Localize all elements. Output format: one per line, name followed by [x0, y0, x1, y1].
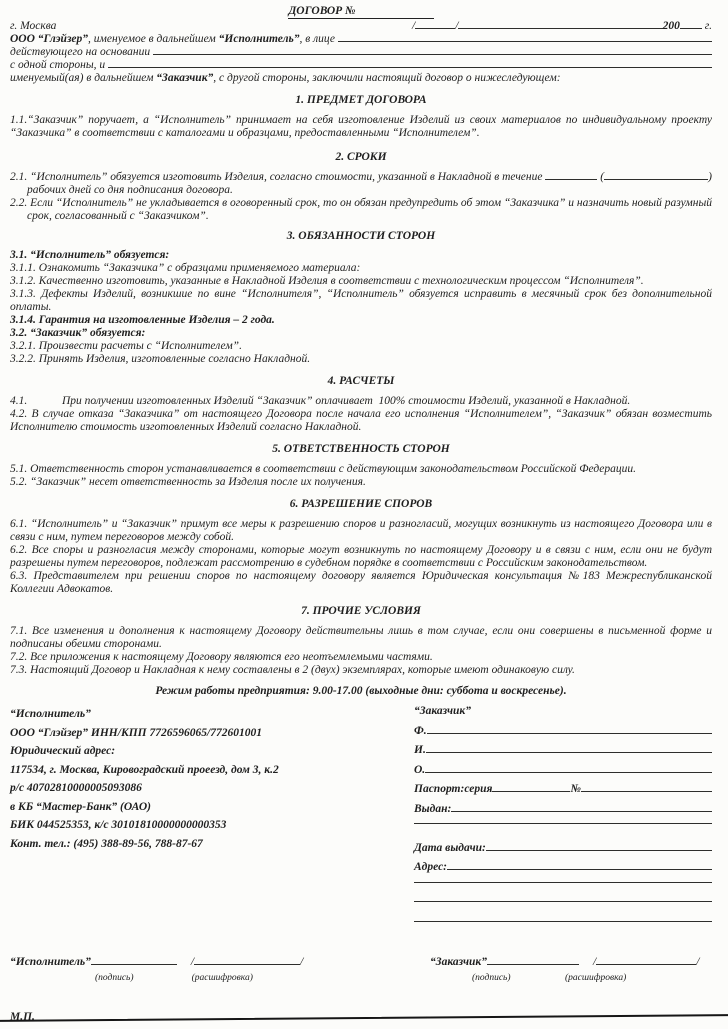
customer-slash-close: / — [696, 956, 700, 968]
passport-series-blank — [492, 790, 570, 792]
customer-signature-label: “Заказчик” — [430, 956, 487, 968]
clause-3-1: 3.1. “Исполнитель” обязуется: — [10, 249, 170, 261]
signature-captions-row — [10, 972, 712, 985]
patronymic-blank — [425, 771, 712, 773]
term-days-blank — [545, 178, 597, 180]
customer-issued-extra-row — [414, 822, 712, 842]
patronymic-label: О. — [414, 763, 426, 776]
customer-captions — [430, 972, 626, 985]
customer-address-extra-row-1 — [414, 881, 712, 901]
passport-series-label: Паспорт:серия — [414, 783, 493, 795]
date-month-blank — [458, 27, 662, 29]
basis-line — [10, 46, 712, 59]
executor-phone: Конт. тел.: (495) 388-89-56, 788-87-67 — [10, 837, 203, 850]
customer-issue-date-row — [414, 842, 712, 862]
date-slash-2: / — [455, 20, 459, 32]
clause-4-2: 4.2. В случае отказа “Заказчика” от настоящего Договора после начала его исполнения “Исполнителем”, “Заказчик” обязан возместить Исполнителю стоимость изготовленных Изделий согласно Накладной. — [10, 408, 712, 433]
clause-6-2: 6.2. Все споры и разногласия между сторонами, которые могут возникнуть по настоящему Договору и в связи с ним, если они не будут разрешены путем переговоров, подлежат рассмотрению в судебном порядке в соответствии с Российским законодательством. — [10, 544, 712, 569]
date-year-suffix: г. — [701, 20, 712, 32]
party1-line — [10, 33, 712, 46]
clause-3-1-4: 3.1.4. Гарантия на изготовленные Изделия – 2 года. — [10, 314, 275, 326]
section-2-heading: 2. СРОКИ — [335, 151, 387, 163]
executor-slash-close: / — [300, 956, 304, 968]
side-blank — [108, 66, 712, 68]
surname-blank — [427, 732, 712, 734]
clause-2-1-line1 — [10, 171, 712, 184]
party1-mid-text: , именуемое в дальнейшем — [88, 33, 219, 45]
customer-issued-row — [414, 803, 712, 823]
clause-4-1-number: 4.1. — [10, 395, 28, 407]
customer-sign-caption: (подпись) — [472, 973, 511, 983]
clause-3-2-2: 3.2.2. Принять Изделия, изготовленные согласно Накладной. — [10, 353, 311, 365]
customer-address-row — [414, 861, 712, 881]
clause-7-1: 7.1. Все изменения и дополнения к настоящему Договору действительны лишь в том случае, если они совершены в письменной форме и подписаны обеими сторонами. — [10, 625, 712, 650]
executor-signature-label: “Исполнитель” — [10, 956, 91, 968]
clause-4-1 — [10, 395, 712, 408]
party1-tail-text: , в лице — [299, 33, 338, 45]
clause-6-1: 6.1. “Исполнитель” и “Заказчик” примут все меры к разрешению споров и разногласий, могущих возникнуть из настоящего Договора или в связи с ним, путем переговоров между собой. — [10, 518, 712, 543]
customer-decode-caption: (расшифровка) — [564, 973, 627, 983]
customer-passport-row — [414, 783, 712, 803]
section-1-heading: 1. ПРЕДМЕТ ДОГОВОРА — [295, 94, 427, 106]
party1-name: ООО “Глэйзер” — [10, 33, 89, 45]
customer-address-extra-row-3 — [414, 920, 712, 940]
executor-decode-blank — [194, 963, 300, 965]
executor-address: 117534, г. Москва, Кировоградский проеезд, дом 3, к.2 — [10, 763, 279, 776]
section-3-heading: 3. ОБЯЗАННОСТИ СТОРОН — [286, 230, 436, 242]
passport-number-label: № — [570, 783, 581, 795]
customer-patronymic-row — [414, 764, 712, 784]
passport-number-blank — [581, 790, 712, 792]
clause-6-3: 6.3. Представителем при решении споров по настоящему договору является Юридическая консультация №183 Межреспубликанской Коллегии Адвокатов. — [10, 570, 712, 595]
party2-role: “Заказчик” — [156, 72, 214, 84]
address-blank-3 — [414, 900, 712, 902]
city-date-row — [10, 20, 712, 33]
executor-signature-blank — [91, 963, 177, 965]
issued-blank-2 — [414, 822, 712, 824]
party2-line — [10, 72, 712, 85]
issued-label: Выдан: — [414, 802, 452, 815]
customer-slash-open: / — [593, 956, 597, 968]
customer-signature-block — [430, 956, 699, 969]
issue-date-label: Дата выдачи: — [414, 841, 486, 854]
paren-close: ) — [708, 171, 712, 183]
address-blank-2 — [414, 881, 712, 883]
date-slash-1: / — [412, 20, 416, 32]
term-days-words-blank — [604, 178, 708, 180]
signature-row — [10, 956, 712, 969]
address-blank-4 — [414, 920, 712, 922]
customer-decode-blank — [596, 963, 696, 965]
address-blank — [447, 868, 712, 870]
clause-5-2: 5.2. “Заказчик” несет ответственность за Изделия после их получения. — [10, 476, 366, 488]
customer-name-row — [414, 744, 712, 764]
party1-role: “Исполнитель” — [218, 33, 300, 45]
basis-blank — [153, 53, 712, 55]
customer-address-extra-row-2 — [414, 900, 712, 920]
executor-legal-address-label: Юридический адрес: — [10, 745, 116, 757]
executor-captions — [10, 972, 430, 985]
executor-sign-caption: (подпись) — [95, 973, 134, 983]
date-day-blank — [415, 27, 455, 29]
clause-3-2-1: 3.2.1. Произвести расчеты с “Исполнителем”. — [10, 340, 242, 352]
requisites-columns — [10, 705, 712, 939]
side-label: с одной стороны, и — [10, 59, 109, 71]
name-blank — [426, 751, 712, 753]
basis-label: действующего на основании — [10, 46, 153, 58]
section-4-heading: 4. РАСЧЕТЫ — [327, 375, 395, 387]
side-line — [10, 59, 712, 72]
executor-decode-caption: (расшифровка) — [191, 973, 253, 983]
stamp-place-label: М.П. — [10, 1011, 35, 1023]
clause-3-2: 3.2. “Заказчик” обязуется: — [10, 327, 146, 339]
document-title-row — [10, 5, 712, 18]
customer-heading: “Заказчик” — [414, 705, 471, 717]
executor-slash-open: / — [190, 956, 195, 968]
clause-5-1: 5.1. Ответственность сторон устанавливается в соответствии с действующим законодательством Российской Федерации. — [10, 463, 637, 475]
date-year: 200 — [662, 20, 680, 32]
executor-bank: в КБ “Мастер-Банк” (ОАО) — [10, 800, 151, 813]
document-title: ДОГОВОР № — [288, 5, 356, 17]
issued-blank — [451, 810, 712, 812]
party2-pre-text: именуемый(ая) в дальнейшем — [10, 72, 157, 84]
clause-7-2: 7.2. Все приложения к настоящему Договору являются его неотъемлемыми частями. — [10, 651, 433, 663]
clause-2-1-text: 2.1. “Исполнитель” обязуется изготовить Изделия, согласно стоимости, указанной в Накладной в течение — [10, 171, 546, 183]
date-line — [412, 20, 712, 33]
work-hours-note: Режим работы предприятия: 9.00-17.00 (выходные дни: суббота и воскресенье). — [155, 685, 567, 697]
section-7-heading: 7. ПРОЧИЕ УСЛОВИЯ — [301, 605, 421, 617]
executor-column — [10, 705, 408, 939]
paren-open: ( — [597, 171, 605, 183]
customer-surname-row — [414, 725, 712, 745]
executor-signature-block — [10, 956, 430, 969]
clause-3-1-3: 3.1.3. Дефекты Изделий, возникшие по вине “Исполнителя”, “Исполнитель” обязуется исправить в месячный срок без дополнительной оплаты. — [10, 288, 712, 313]
executor-heading: “Исполнитель” — [10, 708, 91, 720]
name-label: И. — [414, 744, 426, 756]
executor-account: р/с 40702810000005093086 — [10, 782, 142, 794]
clause-4-1-text: При получении изготовленных Изделий “Заказчик” оплачивает 100% стоимости Изделий, указанной в Накладной. — [62, 395, 631, 407]
address-label: Адрес: — [414, 861, 448, 873]
clause-2-1-line2: рабочих дней со дня подписания договора. — [27, 184, 233, 196]
customer-signature-blank — [487, 963, 579, 965]
issue-date-blank — [486, 849, 712, 851]
clause-3-1-1: 3.1.1. Ознакомить “Заказчика” с образцами применяемого материала: — [10, 262, 361, 274]
surname-label: Ф. — [414, 724, 427, 737]
section-5-heading: 5. ОТВЕТСТВЕННОСТЬ СТОРОН — [272, 443, 450, 455]
executor-bik: БИК 044525353, к/с 30101810000000000353 — [10, 819, 227, 831]
date-year-blank — [680, 27, 702, 29]
customer-column — [408, 705, 712, 939]
clause-1-1: 1.1.“Заказчик” поручает, а “Исполнитель” принимает на себя изготовление Изделий из своих материалов по индивидуальному проекту “Заказчика” в соответствии с каталогами и образцами, предоставленными “Исполнителем”. — [10, 114, 712, 139]
executor-inn-kpp: ООО “Глэйзер” ИНН/КПП 7726596065/772601001 — [10, 726, 262, 739]
clause-3-1-2: 3.1.2. Качественно изготовить, указанные в Накладной Изделия в соответствии с технологическим процессом “Исполнителя”. — [10, 275, 644, 287]
representative-blank — [338, 40, 712, 42]
clause-7-3: 7.3. Настоящий Договор и Накладная к нему составлены в 2 (двух) экземплярах, которые имеют одинаковую силу. — [10, 664, 575, 676]
party2-post-text: , с другой стороны, заключили настоящий договор о нижеследующем: — [213, 72, 561, 84]
clause-2-2: 2.2. Если “Исполнитель” не укладывается в оговоренный срок, то он обязан предупредить об этом “Заказчика” и назначить новый разумный срок, согласованный с “Заказчиком”. — [10, 197, 712, 222]
section-6-heading: 6. РАЗРЕШЕНИЕ СПОРОВ — [289, 498, 433, 510]
city-label: г. Москва — [10, 20, 57, 32]
